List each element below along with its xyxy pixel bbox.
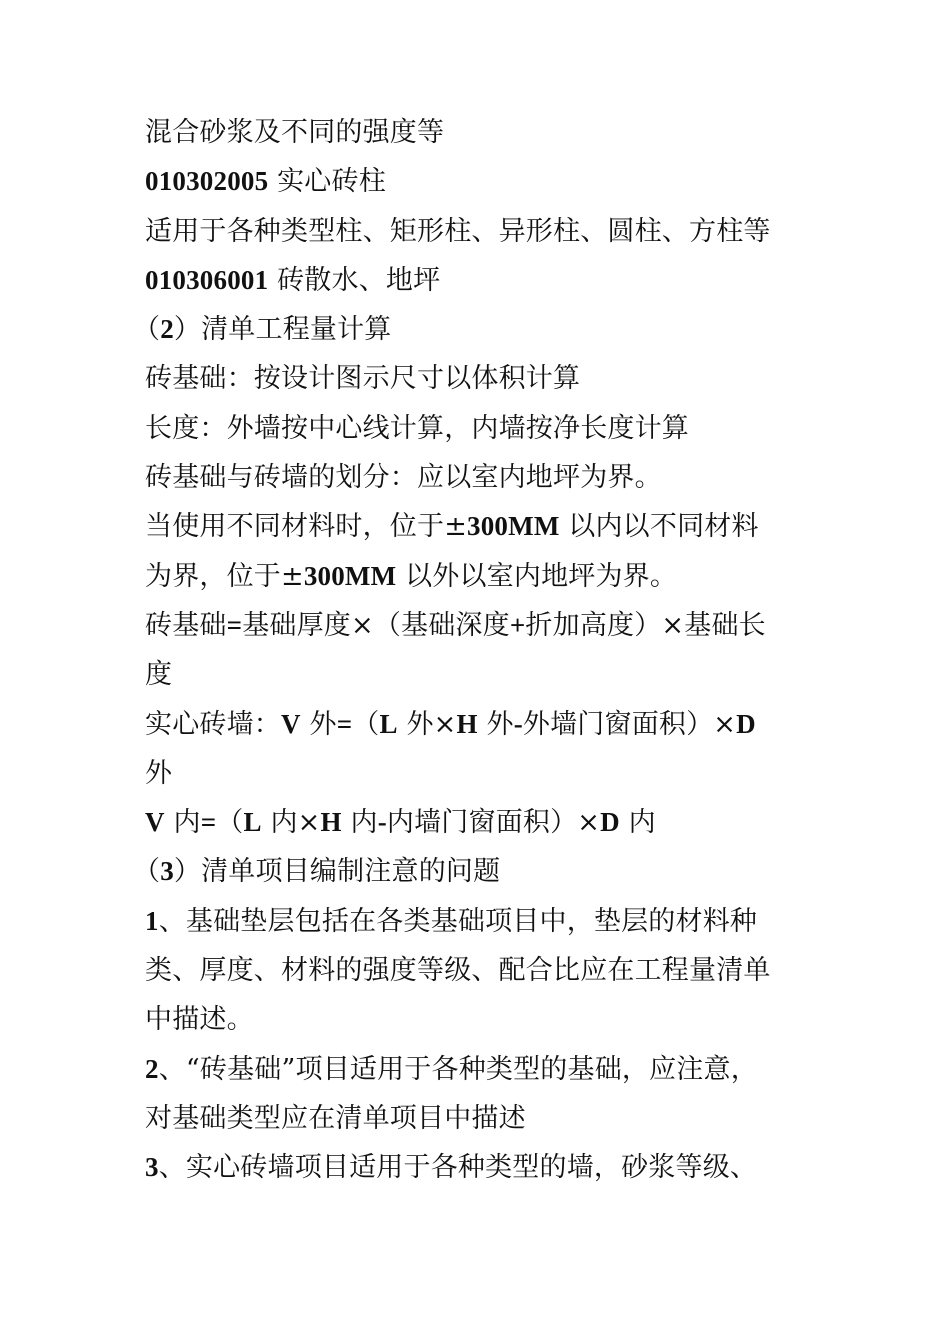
text-line: [145, 552, 810, 601]
text-run: 内: [164, 807, 201, 839]
bold-run: -: [513, 708, 523, 739]
text-line: [145, 453, 810, 502]
text-run: （: [133, 314, 161, 346]
bold-run: =: [336, 708, 353, 739]
text-run: ）清单项目编制注意的问题: [173, 856, 501, 888]
bold-run: +: [509, 609, 526, 640]
text-run: 为界，位于±: [145, 560, 304, 592]
text-run: 、实心砖墙项目适用于各种类型的墙，砂浆等级、: [158, 1152, 758, 1184]
text-line: [145, 1045, 810, 1094]
bold-run: 2: [160, 314, 174, 345]
text-run: （: [216, 807, 244, 839]
text-run: 外×: [397, 708, 457, 740]
text-run: 砖基础：按设计图示尺寸以体积计算: [145, 363, 581, 395]
text-line: [145, 749, 810, 798]
bold-run: 300MM: [467, 511, 560, 542]
text-line: [133, 305, 810, 354]
text-line: [145, 946, 810, 995]
bold-run: D: [736, 708, 756, 739]
bold-run: H: [320, 807, 342, 838]
text-run: 当使用不同材料时，位于±: [145, 511, 468, 543]
text-line: [145, 256, 810, 305]
text-run: 砖基础: [145, 609, 227, 641]
text-run: ）清单工程量计算: [173, 314, 392, 346]
bold-run: L: [379, 708, 398, 739]
bold-run: D: [600, 807, 620, 838]
bold-run: 300MM: [303, 560, 397, 591]
text-line: [145, 897, 810, 946]
text-line: [145, 1094, 810, 1143]
bold-run: 3: [160, 856, 174, 887]
text-run: 实心砖柱: [268, 166, 386, 198]
text-run: 以外以室内地坪为界。: [396, 560, 678, 592]
document-body: [133, 108, 810, 1193]
bold-run: 010306001: [145, 264, 269, 295]
text-line: [145, 650, 810, 699]
text-run: 、基础垫层包括在各类基础项目中，垫层的材料种: [158, 905, 758, 937]
text-line: [145, 404, 810, 453]
text-run: 内: [619, 807, 656, 839]
text-run: 外: [145, 757, 173, 789]
bold-run: -: [377, 807, 387, 838]
bold-run: V: [145, 807, 165, 838]
bold-run: 010302005: [145, 166, 269, 197]
text-line: [145, 995, 810, 1044]
bold-run: 2: [145, 1053, 159, 1084]
text-run: 内: [341, 807, 378, 839]
text-run: 以内以不同材料: [559, 511, 759, 543]
text-run: 度: [145, 659, 173, 691]
bold-run: =: [226, 609, 243, 640]
text-run: （: [133, 856, 161, 888]
text-line: [145, 207, 810, 256]
bold-run: V: [281, 708, 301, 739]
text-run: （: [352, 708, 380, 740]
bold-run: 1: [145, 905, 159, 936]
text-line: [145, 601, 810, 650]
text-run: 适用于各种类型柱、矩形柱、异形柱、圆柱、方柱等: [145, 215, 771, 247]
bold-run: L: [243, 807, 262, 838]
text-run: 外墙门窗面积）×: [522, 708, 737, 740]
text-line: [145, 354, 810, 403]
text-run: 长度：外墙按中心线计算，内墙按净长度计算: [145, 412, 689, 444]
text-line: [145, 798, 810, 847]
text-run: 砖基础与砖墙的划分：应以室内地坪为界。: [145, 462, 662, 494]
text-run: 类、厚度、材料的强度等级、配合比应在工程量清单: [145, 955, 771, 987]
text-line: [145, 1143, 810, 1192]
text-run: 中描述。: [145, 1004, 254, 1036]
text-run: 混合砂浆及不同的强度等: [145, 117, 445, 148]
text-run: 外: [300, 708, 337, 740]
bold-run: 3: [145, 1152, 159, 1183]
text-run: 对基础类型应在清单项目中描述: [145, 1102, 526, 1134]
text-run: 内墙门窗面积）×: [386, 807, 601, 839]
text-run: 、“砖基础”项目适用于各种类型的基础，应注意，: [158, 1053, 758, 1085]
text-line: [145, 502, 810, 551]
text-run: 内×: [261, 807, 321, 839]
bold-run: =: [200, 807, 217, 838]
text-run: 实心砖墙：: [145, 708, 281, 740]
text-run: 砖散水、地坪: [268, 264, 441, 296]
text-line: [145, 108, 810, 157]
bold-run: H: [456, 708, 478, 739]
text-run: 基础厚度×（基础深度: [242, 609, 510, 641]
text-run: 外: [477, 708, 514, 740]
text-line: [145, 700, 810, 749]
text-run: 折加高度）×基础长: [525, 609, 766, 641]
text-line: [145, 157, 810, 206]
text-line: [133, 847, 810, 896]
